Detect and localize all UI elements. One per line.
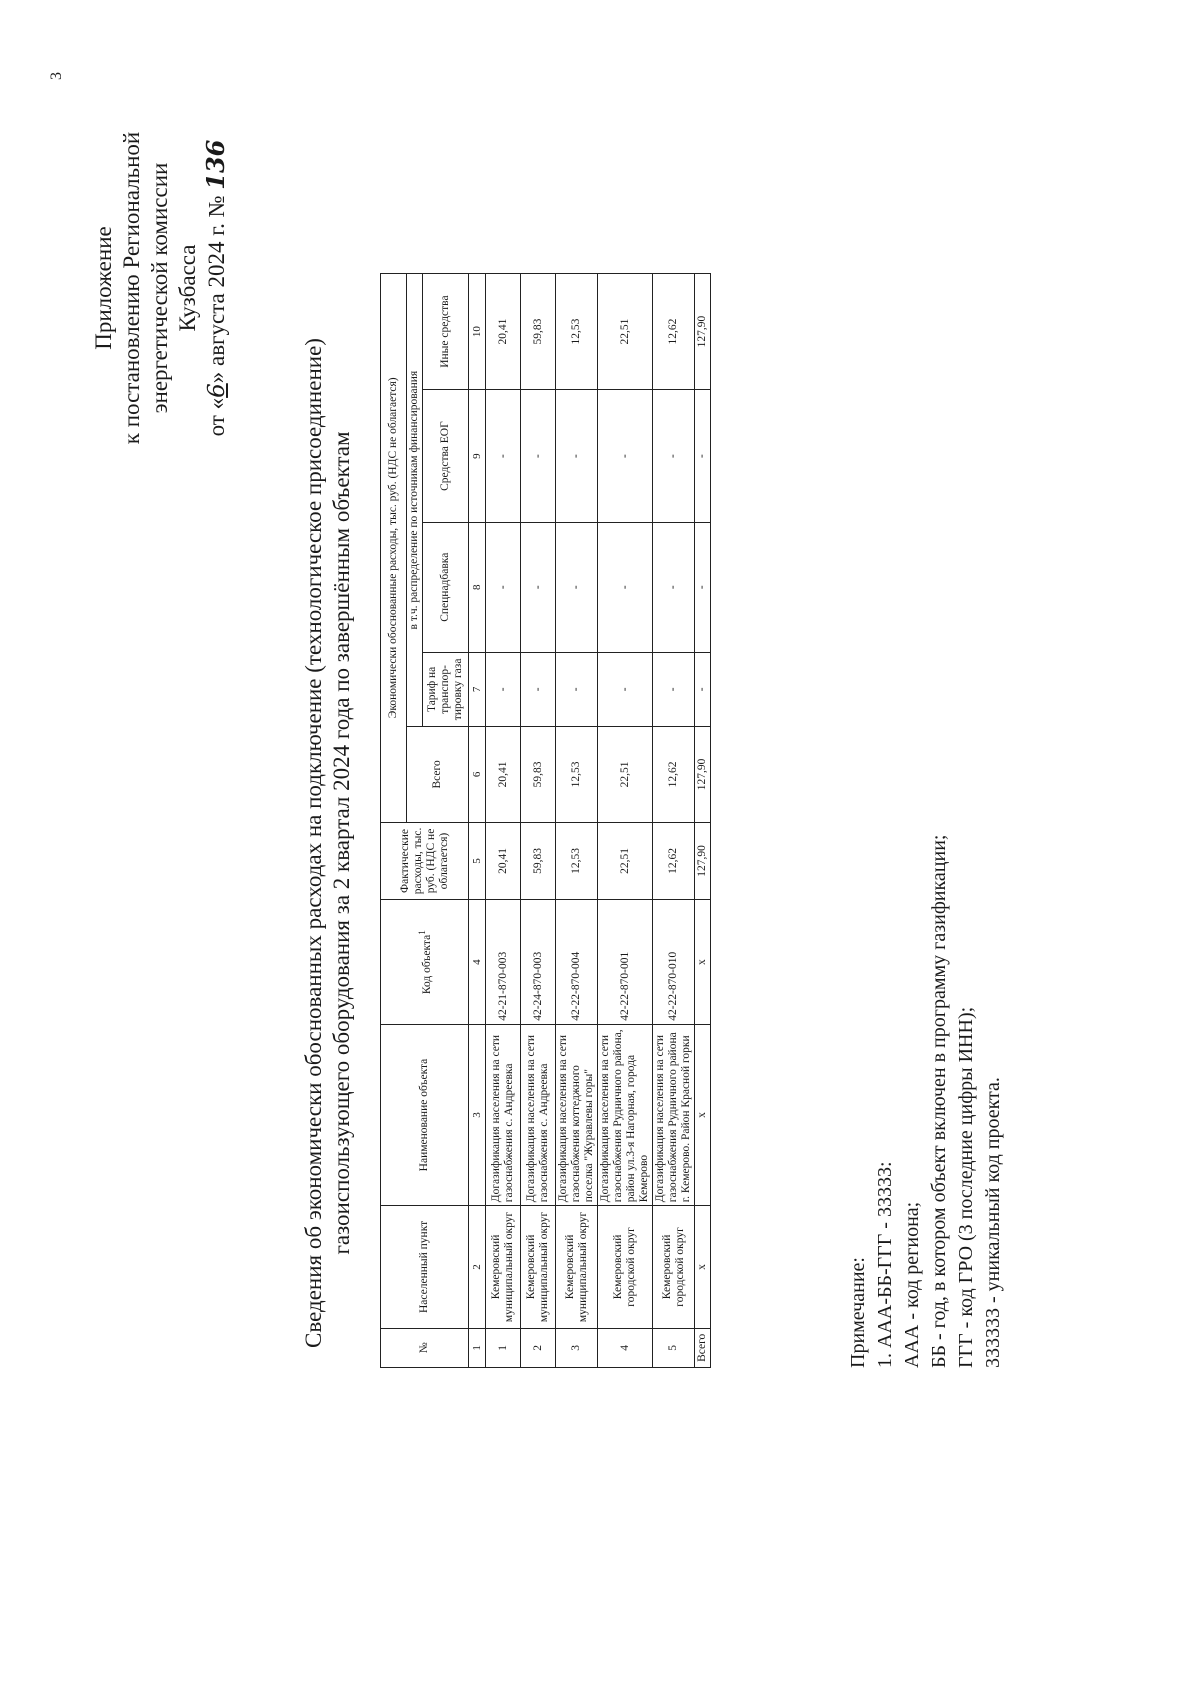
column-number: 4 [469, 900, 486, 1024]
cell-total: 59,83 [521, 727, 556, 822]
header-econ-group: Экономически обоснованные расходы, тыс. руб. (НДС не облагается) [381, 274, 407, 823]
cell-settlement: Кемеровский городской округ [653, 1206, 695, 1328]
cell-special: - [486, 522, 521, 652]
cell-other: 22,51 [598, 274, 653, 390]
note-line: ГГГ - код ГРО (3 последние цифры ИНН); [955, 1006, 977, 1368]
note-line: 1. ААА-ББ-ГГГ - 33333: [874, 1161, 896, 1368]
table-row [486, 274, 521, 1368]
cell-object: Догазификация населения на сети газоснабжения Рудничного района, район ул.3-я Нагорная, города Кемерово [598, 1024, 653, 1205]
cell-other: 12,53 [556, 274, 598, 390]
note-line: 333333 - уникальный код проекта. [982, 1077, 1004, 1368]
cell-no: 3 [556, 1328, 598, 1367]
cell-settlement: Кемеровский муниципальный округ [521, 1206, 556, 1328]
column-number-row [469, 274, 486, 1368]
appendix-block [90, 73, 231, 503]
cell-code: 42-22-870-001 [598, 900, 653, 1024]
column-number: 3 [469, 1024, 486, 1205]
appendix-date-line [202, 73, 231, 503]
note-title: Примечание: [847, 1257, 869, 1368]
cell-special: - [598, 522, 653, 652]
header-object-code [381, 900, 469, 1024]
cell-total: 12,62 [653, 727, 695, 822]
cell-tariff: - [556, 652, 598, 727]
column-number: 6 [469, 727, 486, 822]
cell-total: 20,41 [486, 727, 521, 822]
cell-eog: - [598, 390, 653, 523]
cell-code: 42-22-870-010 [653, 900, 695, 1024]
header-other-funds: Иные средства [423, 274, 469, 390]
cell-actual: 22,51 [598, 822, 653, 900]
cell-actual: 12,53 [556, 822, 598, 900]
cell-other: 127,90 [695, 274, 711, 390]
header-settlement: Населенный пункт [381, 1206, 469, 1328]
header-no: № [381, 1328, 469, 1367]
table-row [556, 274, 598, 1368]
cell-actual: 20,41 [486, 822, 521, 900]
cell-total: 12,53 [556, 727, 598, 822]
cell-total: 22,51 [598, 727, 653, 822]
cell-other: 20,41 [486, 274, 521, 390]
cell-tariff: - [598, 652, 653, 727]
header-eog-funds: Средства ЕОГ [423, 390, 469, 523]
cell-actual: 127,90 [695, 822, 711, 900]
cell-actual: 59,83 [521, 822, 556, 900]
cell-object: Догазификация населения на сети газоснабжения Рудничного района г. Кемерово. Район Красной горки [653, 1024, 695, 1205]
costs-table [380, 273, 711, 1368]
column-number: 8 [469, 522, 486, 652]
cell-eog: - [556, 390, 598, 523]
date-prefix: от « [204, 397, 229, 437]
header-actual-costs: Фактические расходы, тыс. руб. (НДС не облагается) [381, 822, 469, 900]
header-special-markup: Спецнадбавка [423, 522, 469, 652]
column-number: 10 [469, 274, 486, 390]
cell-code: 42-21-870-003 [486, 900, 521, 1024]
table-row [521, 274, 556, 1368]
column-number: 1 [469, 1328, 486, 1367]
cell-eog: - [486, 390, 521, 523]
cell-object: Догазификация населения на сети газоснабжения с. Андреевка [521, 1024, 556, 1205]
cell-no: 5 [653, 1328, 695, 1367]
column-number: 7 [469, 652, 486, 727]
cell-tariff: - [486, 652, 521, 727]
note-line: ААА - код региона; [901, 1201, 923, 1368]
cell-other: 12,62 [653, 274, 695, 390]
cell-tariff: - [653, 652, 695, 727]
page-number: 3 [48, 72, 65, 80]
cell-settlement: Кемеровский муниципальный округ [486, 1206, 521, 1328]
cell-total: 127,90 [695, 727, 711, 822]
appendix-line: Приложение [91, 226, 116, 350]
cell-actual: 12,62 [653, 822, 695, 900]
table-row [653, 274, 695, 1368]
cell-object: Догазификация населения на сети газоснабжения с. Андреевка [486, 1024, 521, 1205]
header-object-name: Наименование объекта [381, 1024, 469, 1205]
header-object-code-text: Код объекта [420, 934, 433, 995]
cell-no: 1 [486, 1328, 521, 1367]
date-suffix: » августа 2024 г. № [204, 195, 229, 384]
cell-no: 2 [521, 1328, 556, 1367]
footnote-block [845, 268, 1007, 1368]
cell-code: 42-24-870-003 [521, 900, 556, 1024]
cell-object: Догазификация населения на сети газоснабжения коттеджного поселка "Журавлевы горы" [556, 1024, 598, 1205]
title-line: газоиспользующего оборудования за 2 квартал 2024 года по завершённым объектам [329, 431, 354, 1255]
cell-special: - [556, 522, 598, 652]
appendix-line: энергетической комиссии [147, 162, 172, 414]
cell-code: 42-22-870-004 [556, 900, 598, 1024]
table-row [598, 274, 653, 1368]
decree-number-handwritten: 136 [201, 139, 230, 190]
cell-settlement: x [695, 1206, 711, 1328]
cell-no: 4 [598, 1328, 653, 1367]
header-distribution-group: в т.ч. распределение по источникам финансирования [407, 274, 423, 727]
column-number: 2 [469, 1206, 486, 1328]
document-title [300, 228, 356, 1458]
cell-settlement: Кемеровский муниципальный округ [556, 1206, 598, 1328]
note-line: ББ - год, в котором объект включен в программу газификации; [928, 834, 950, 1368]
cell-code: x [695, 900, 711, 1024]
cell-eog: - [653, 390, 695, 523]
cell-eog: - [521, 390, 556, 523]
column-number: 9 [469, 390, 486, 523]
column-number: 5 [469, 822, 486, 900]
cell-object: x [695, 1024, 711, 1205]
cell-other: 59,83 [521, 274, 556, 390]
footnote-marker: 1 [416, 930, 428, 935]
total-row [695, 274, 711, 1368]
header-total: Всего [407, 727, 469, 822]
appendix-line: к постановлению Региональной [119, 131, 144, 445]
cell-special: - [695, 522, 711, 652]
appendix-line: Кузбасса [175, 244, 200, 332]
cell-special: - [653, 522, 695, 652]
cell-total-label: Всего [695, 1328, 711, 1367]
cell-eog: - [695, 390, 711, 523]
date-day-handwritten: 6 [204, 383, 230, 398]
header-tariff: Тариф на транспор-тировку газа [423, 652, 469, 727]
cell-settlement: Кемеровский городской округ [598, 1206, 653, 1328]
title-line: Сведения об экономически обоснованных расходах на подключение (технологическое присоединение) [301, 338, 326, 1348]
cell-special: - [521, 522, 556, 652]
cell-tariff: - [521, 652, 556, 727]
cell-tariff: - [695, 652, 711, 727]
